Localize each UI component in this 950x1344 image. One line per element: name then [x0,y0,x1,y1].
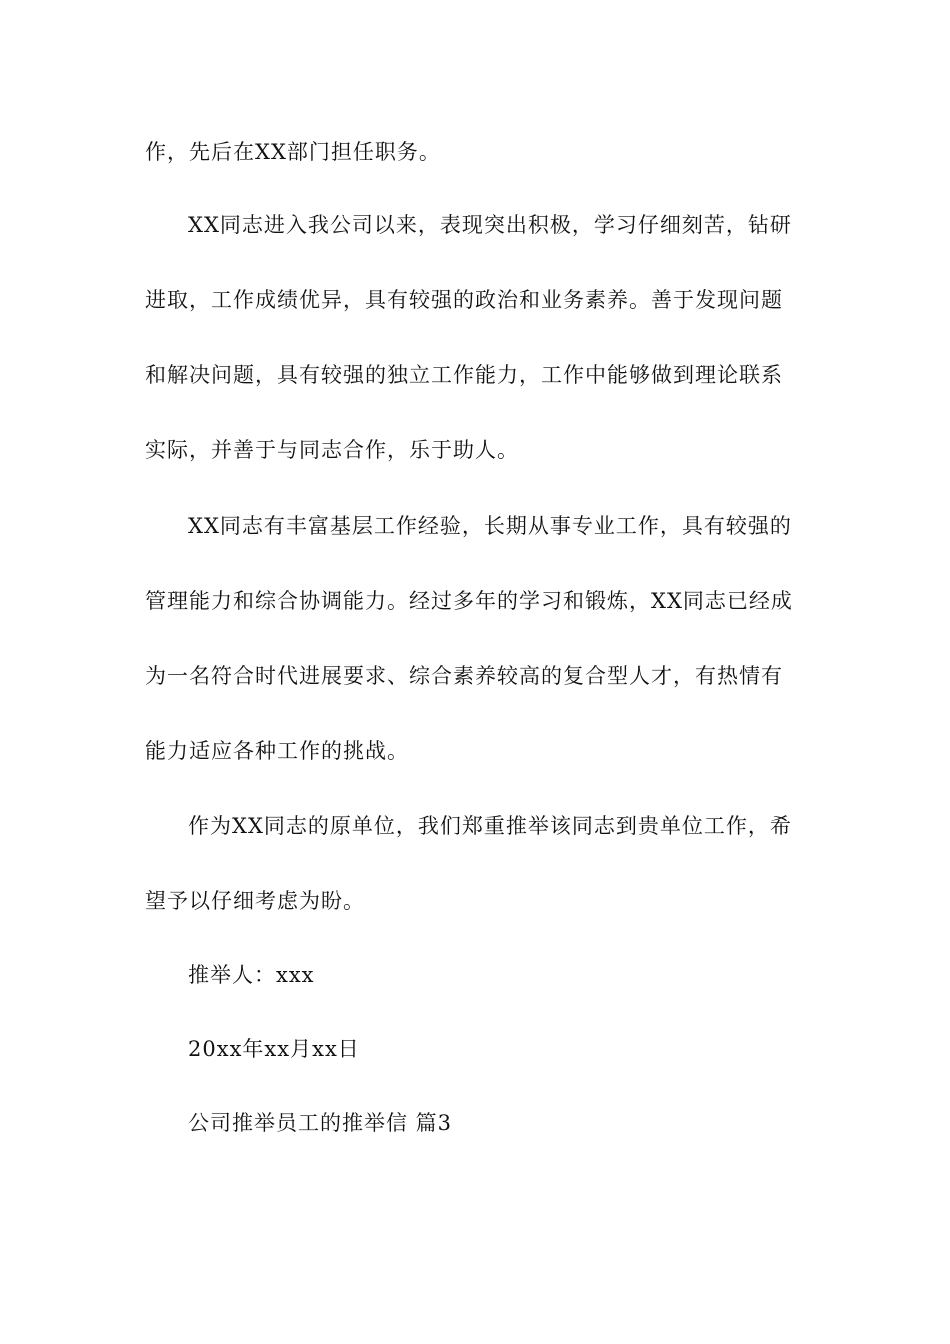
text-line-11: 望予以仔细考虑为盼。 [145,889,365,913]
text-line-1: 作，先后在XX部门担任职务。 [145,140,441,164]
signature-line: 推举人：xxx [188,963,315,987]
text-line-4: 和解决问题，具有较强的独立工作能力，工作中能够做到理论联系 [145,363,783,387]
section-heading: 公司推举员工的推举信 篇3 [188,1111,453,1135]
text-line-2: XX同志进入我公司以来，表现突出积极，学习仔细刻苦，钻研 [188,213,792,237]
text-line-3: 进取，工作成绩优异，具有较强的政治和业务素养。善于发现问题 [145,288,783,312]
text-line-10: 作为XX同志的原单位，我们郑重推举该同志到贵单位工作，希 [188,814,792,838]
text-line-6: XX同志有丰富基层工作经验，长期从事专业工作，具有较强的 [188,514,792,538]
text-line-8: 为一名符合时代进展要求、综合素养较高的复合型人才，有热情有 [145,664,783,688]
text-line-7: 管理能力和综合协调能力。经过多年的学习和锻炼，XX同志已经成 [145,589,793,613]
text-line-5: 实际，并善于与同志合作，乐于助人。 [145,438,519,462]
date-line: 20xx年xx月xx日 [188,1037,360,1061]
text-line-9: 能力适应各种工作的挑战。 [145,739,409,763]
